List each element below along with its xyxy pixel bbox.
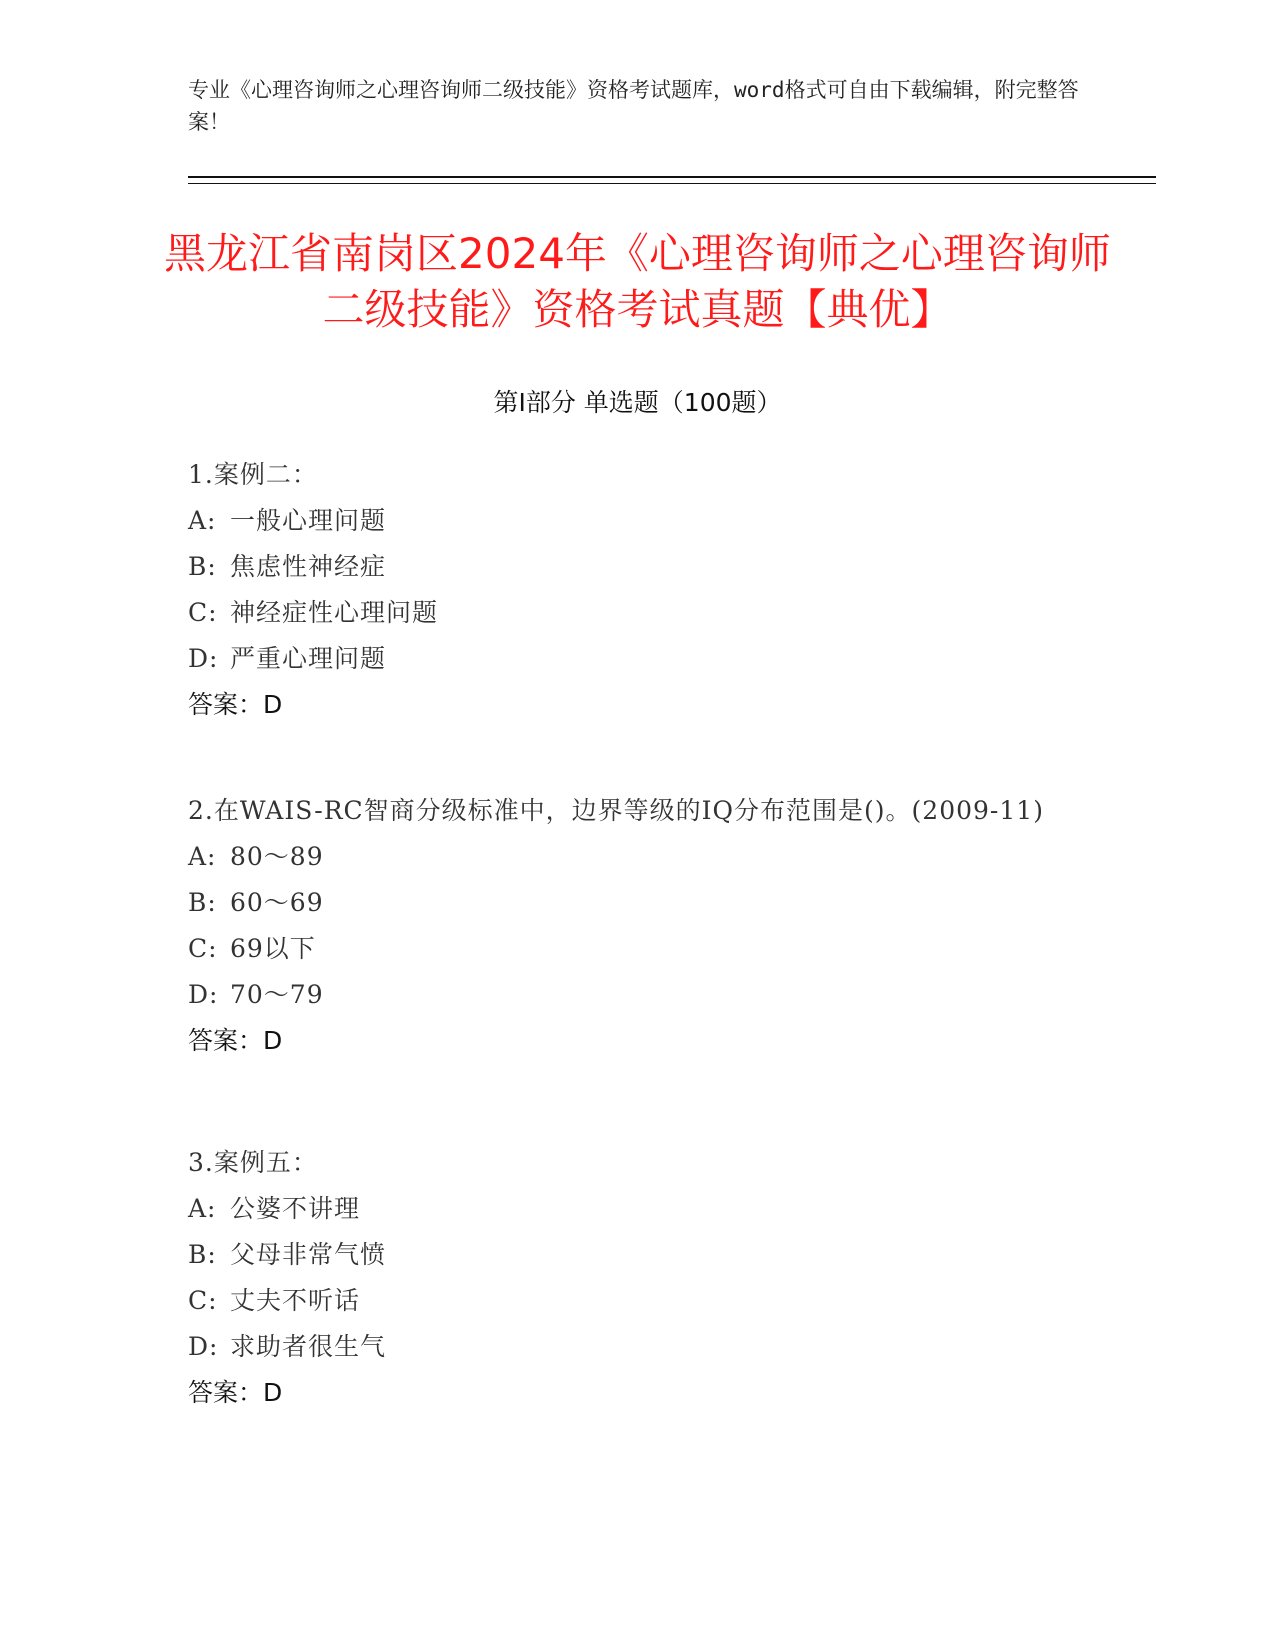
option-d [188, 1324, 1088, 1370]
option-text: 求助者很生气 [230, 1332, 387, 1361]
option-b [188, 544, 1088, 590]
option-b [188, 1232, 1088, 1278]
option-letter: C: [188, 1286, 218, 1315]
option-letter: C: [188, 598, 218, 627]
option-b [188, 880, 1088, 926]
option-c [188, 926, 1088, 972]
option-c [188, 1278, 1088, 1324]
option-d [188, 972, 1088, 1018]
option-letter: D: [188, 980, 219, 1009]
option-text: 一般心理问题 [230, 506, 387, 535]
option-text: 公婆不讲理 [230, 1194, 361, 1223]
option-text: 69以下 [230, 934, 316, 963]
header-divider-thick [188, 176, 1156, 178]
answer: 答案：D [188, 1026, 283, 1055]
question-2 [188, 788, 1088, 1064]
header-note: 专业《心理咨询师之心理咨询师二级技能》资格考试题库，word格式可自由下载编辑，附完整答案！ [188, 78, 1079, 134]
option-letter: B: [188, 888, 217, 917]
question-3 [188, 1140, 1088, 1416]
option-text: 神经症性心理问题 [230, 598, 439, 627]
option-text: 严重心理问题 [230, 644, 387, 673]
question-stem: 2.在WAIS-RC智商分级标准中，边界等级的IQ分布范围是()。(2009-11) [188, 796, 1044, 825]
option-text: 父母非常气愤 [230, 1240, 387, 1269]
option-letter: D: [188, 1332, 219, 1361]
option-text: 丈夫不听话 [230, 1286, 361, 1315]
option-letter: B: [188, 552, 217, 581]
answer: 答案：D [188, 1378, 283, 1407]
option-a [188, 834, 1088, 880]
option-c [188, 590, 1088, 636]
option-text: 70～79 [230, 980, 324, 1009]
question-stem: 3.案例五： [188, 1148, 318, 1177]
option-a [188, 498, 1088, 544]
header-divider-thin [188, 183, 1156, 184]
question-1 [188, 452, 1088, 728]
option-text: 80～89 [230, 842, 324, 871]
option-text: 焦虑性神经症 [230, 552, 387, 581]
option-a [188, 1186, 1088, 1232]
option-text: 60～69 [230, 888, 324, 917]
option-d [188, 636, 1088, 682]
option-letter: A: [188, 506, 217, 535]
option-letter: C: [188, 934, 218, 963]
answer: 答案：D [188, 690, 283, 719]
option-letter: B: [188, 1240, 217, 1269]
option-letter: A: [188, 842, 217, 871]
document-title: 黑龙江省南岗区2024年《心理咨询师之心理咨询师二级技能》资格考试真题【典优】 [164, 229, 1111, 334]
question-stem: 1.案例二： [188, 460, 318, 489]
section-title: 第Ⅰ部分 单选题（100题） [493, 388, 782, 417]
option-letter: D: [188, 644, 219, 673]
option-letter: A: [188, 1194, 217, 1223]
